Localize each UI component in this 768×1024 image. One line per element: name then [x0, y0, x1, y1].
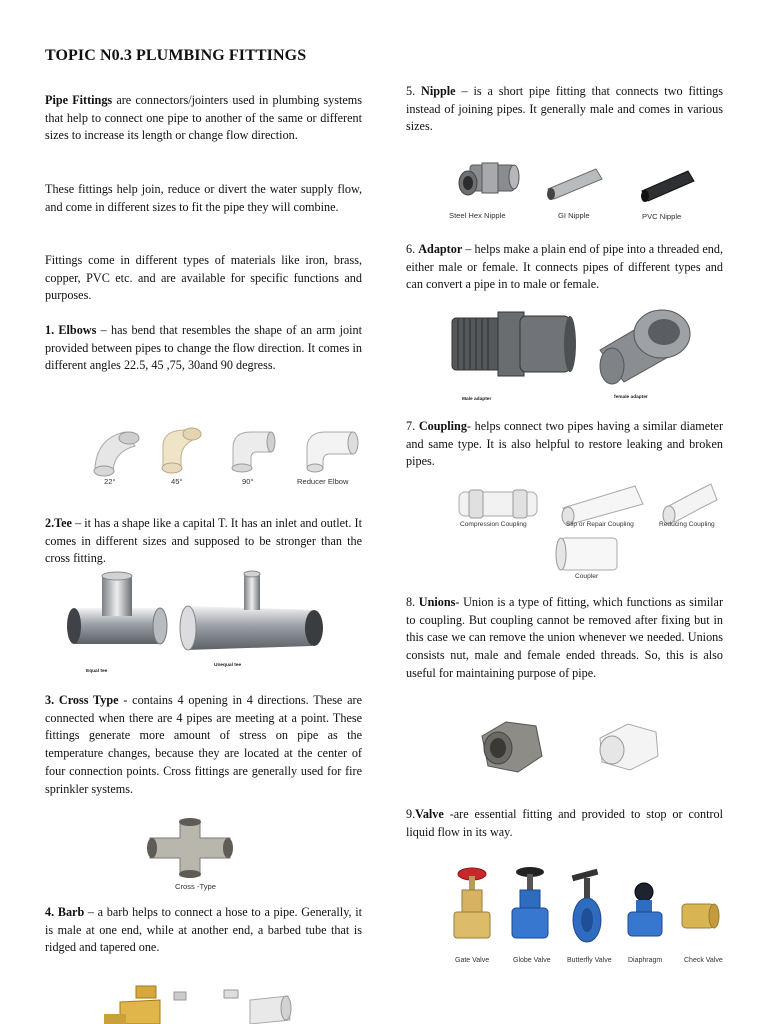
elbow-22-figure: [94, 432, 139, 476]
term-pipe-fittings: Pipe Fittings: [45, 93, 113, 107]
valve-text: -are essential fitting and provided to stop or control liquid flow in its way.: [406, 807, 723, 839]
coupler-figure: [556, 538, 617, 570]
compression-coupling-figure: [459, 490, 537, 518]
caption-diaphragm: Diaphragm: [628, 957, 663, 964]
intro-paragraph-2: [45, 181, 362, 216]
caption-elbow-45: 45°: [171, 477, 183, 486]
butterfly-valve-figure: [572, 869, 601, 942]
adaptor-text: – helps make a plain end of pipe into a threaded end, either male or female. It connects pipes of different types and can convert a pipe in to male or female.: [406, 242, 723, 292]
unions-num: 8.: [406, 595, 419, 609]
caption-gi-nipple: GI Nipple: [558, 211, 590, 220]
steel-hex-nipple-figure: [459, 163, 519, 195]
barb-image: [100, 978, 300, 1024]
section-valve: [406, 806, 723, 841]
caption-reducing-coupling: Reducing Coupling: [659, 521, 715, 528]
unions-text: - Union is a type of fitting, which functions as similar to coupling. But coupling cannot be removed after fixing but in this case we can remove the union whenever we needed. Unions consists nut, male and female ended threads. So, this is also useful for maintaining purpose of pipe.: [406, 595, 724, 680]
section-elbows: [45, 322, 362, 375]
caption-compression-coupling: Compression Coupling: [460, 521, 527, 528]
adaptor-num: 6.: [406, 242, 419, 256]
caption-elbow-90: 90°: [242, 477, 254, 486]
male-adapter-figure: [452, 312, 576, 376]
caption-steel-hex-nipple: Steel Hex Nipple: [449, 211, 506, 220]
brass-barb-figure: [104, 986, 186, 1024]
elbows-text: – has bend that resembles the shape of an arm joint provided between pipes to change the flow direction. It comes in different angles 22.5, 45 ,75, 30and 90 degress.: [45, 323, 362, 373]
section-adaptor: [406, 241, 723, 294]
caption-gate-valve: Gate Valve: [455, 957, 490, 964]
intro-text-3: Fittings come in different types of materials like iron, brass, copper, PVC etc. and are available for specific functions and purposes.: [45, 253, 362, 303]
pvc-union-figure: [600, 724, 658, 770]
elbow-45-figure: [162, 428, 201, 473]
reducing-coupling-figure: [663, 484, 717, 524]
term-elbows: 1. Elbows: [45, 323, 97, 337]
caption-check-valve: Check Valve: [684, 957, 723, 964]
caption-unequal-tee: Unequal tee: [214, 663, 242, 668]
tee-text: – it has a shape like a capital T. It has an inlet and outlet. It comes in different sizes and supposed to be stronger than the cross fitting.: [45, 516, 362, 566]
term-tee: 2.Tee: [45, 516, 72, 530]
caption-globe-valve: Globe Valve: [513, 957, 551, 964]
caption-pvc-nipple: PVC Nipple: [642, 212, 682, 221]
coupling-image: [455, 478, 725, 578]
term-coupling: Coupling: [418, 419, 467, 433]
gate-valve-figure: [454, 868, 490, 938]
caption-female-adapter: female adapter: [614, 395, 648, 400]
slip-repair-coupling-figure: [562, 486, 643, 525]
term-valve: Valve: [415, 807, 444, 821]
page-title: TOPIC N0.3 PLUMBING FITTINGS: [45, 47, 307, 64]
term-unions: Unions: [418, 595, 456, 609]
diaphragm-valve-figure: [628, 883, 662, 936]
intro-text-2: These fittings help join, reduce or divert the water supply flow, and come in different sizes to fit the pipe they will combine.: [45, 182, 362, 214]
unions-image: [476, 716, 666, 778]
elbows-image: [85, 418, 365, 498]
intro-paragraph-3: [45, 252, 362, 305]
valve-image: [448, 862, 728, 952]
gi-nipple-figure: [547, 169, 602, 200]
caption-equal-tee: Equal tee: [86, 669, 108, 674]
intro-text-1: are connectors/jointers used in plumbing systems that help to connect one pipe to another of the same or different sizes to increase its length or change flow direction.: [45, 93, 363, 143]
cross-image: [140, 816, 240, 882]
barb-text: – a barb helps to connect a hose to a pipe. Generally, it is male at one end, while at another end, a barbed tube that is ridged and tapered one.: [45, 905, 362, 955]
section-unions: [406, 594, 723, 683]
plastic-barb-figure: [224, 990, 291, 1024]
reducer-elbow-figure: [307, 432, 358, 472]
intro-paragraph-1: [45, 92, 362, 145]
term-nipple: Nipple: [421, 84, 456, 98]
term-adaptor: Adaptor: [418, 242, 463, 256]
check-valve-figure: [682, 904, 719, 928]
caption-butterfly-valve: Butterfly Valve: [567, 957, 612, 964]
tee-image: [62, 570, 332, 680]
section-coupling: [406, 418, 723, 471]
nipple-text: – is a short pipe fitting that connects two fittings instead of joining pipes. It generally male and comes in various sizes.: [406, 84, 723, 134]
term-cross-type: 3. Cross Type: [45, 693, 119, 707]
female-adapter-figure: [600, 310, 690, 384]
section-nipple: [406, 83, 723, 136]
caption-slip-repair-coupling: Slip or Repair Coupling: [566, 521, 634, 528]
nipple-num: 5.: [406, 84, 422, 98]
globe-valve-figure: [512, 867, 548, 938]
caption-elbow-22: 22°: [104, 477, 116, 486]
pvc-nipple-figure: [641, 171, 694, 202]
nipple-image: [448, 155, 718, 211]
cross-text: - contains 4 opening in 4 directions. These are connected when there are 4 pipes are meeting at a point. These fittings generate more amount of stress on pipe as the temperature changes, because they are located at the center of four connection points. Cross fittings are generally used for fire sprinkler systems.: [45, 693, 362, 796]
equal-tee-figure: [67, 572, 167, 644]
coupling-text: - helps connect two pipes having a similar diameter and same type. It is also helpful to restore leaking and broken pipes.: [406, 419, 724, 469]
caption-cross-type: Cross -Type: [175, 882, 216, 891]
valve-num: 9.: [406, 807, 416, 821]
elbow-90-figure: [232, 432, 275, 472]
caption-reducer-elbow: Reducer Elbow: [297, 477, 349, 486]
coupling-num: 7.: [406, 419, 419, 433]
section-tee: [45, 515, 362, 568]
caption-coupler: Coupler: [575, 573, 599, 580]
caption-male-adapter: Male adapter: [462, 397, 492, 402]
term-barb: 4. Barb: [45, 905, 85, 919]
unequal-tee-figure: [180, 571, 323, 650]
adaptor-image: [448, 300, 708, 392]
section-cross: [45, 692, 362, 798]
section-barb: [45, 904, 362, 957]
metal-union-figure: [482, 722, 542, 772]
